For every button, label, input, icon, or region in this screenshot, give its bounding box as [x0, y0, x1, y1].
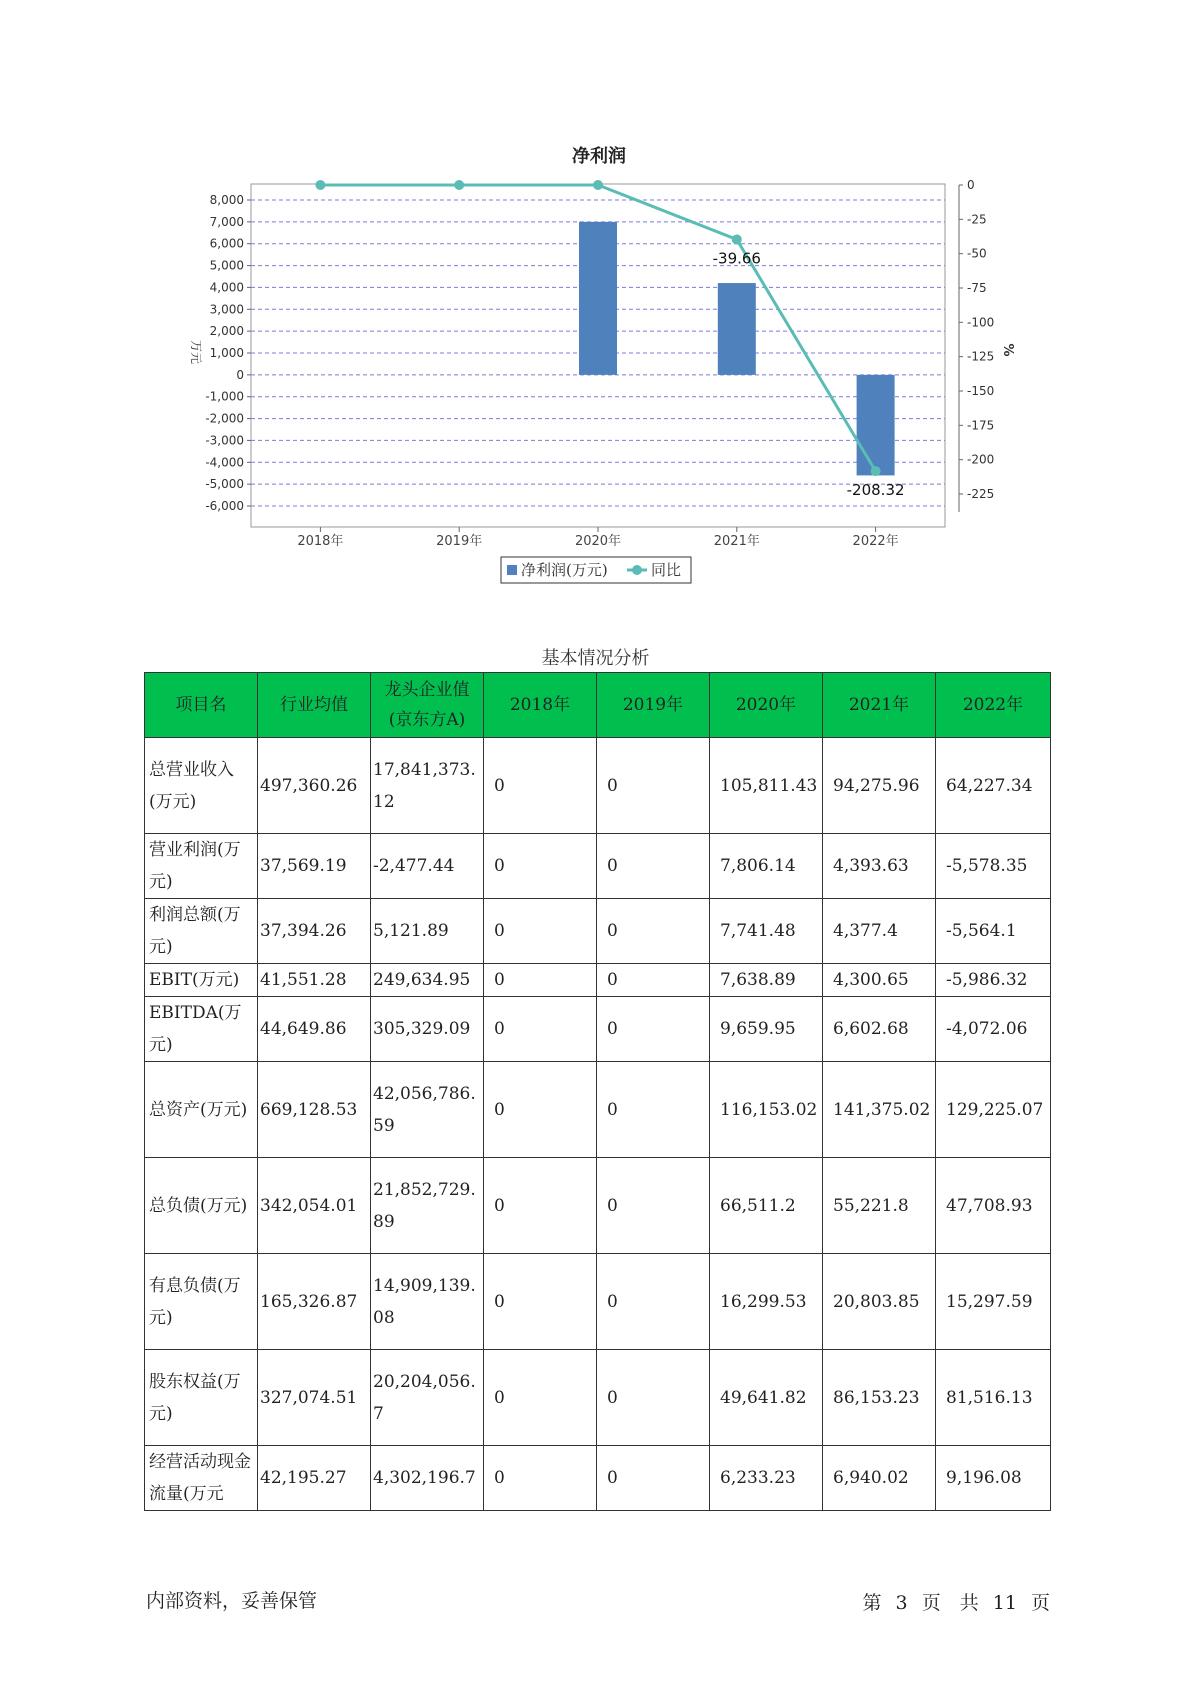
table-row [145, 1350, 1051, 1446]
left-tick-label: -1,000 [205, 389, 244, 404]
left-tick-label: 6,000 [209, 236, 244, 251]
table-row [145, 1254, 1051, 1350]
right-tick-label: -75 [967, 281, 987, 295]
table-row [145, 964, 1051, 997]
right-tick-label: -100 [967, 315, 995, 330]
x-tick-label: 2021年 [713, 534, 760, 549]
table-cell: 7,806.14 [710, 834, 823, 899]
page-total: 11 [992, 1592, 1017, 1614]
right-tick-label: -150 [967, 384, 995, 398]
table-row [145, 738, 1051, 834]
x-tick-label: 2018年 [297, 534, 344, 549]
table-cell: 4,393.63 [823, 834, 936, 899]
table-cell: 0 [597, 964, 710, 997]
row-label: 经营活动现金流量(万元 [145, 1446, 258, 1511]
table-cell: 165,326.87 [258, 1254, 371, 1350]
right-tick-label: -200 [967, 452, 995, 467]
header-2020: 2020年 [710, 673, 823, 738]
row-label: 利润总额(万元) [145, 899, 258, 964]
table-header-row [145, 673, 1051, 738]
table-cell: 86,153.23 [823, 1350, 936, 1446]
table-cell: 4,377.4 [823, 899, 936, 964]
header-2018: 2018年 [484, 673, 597, 738]
table-row [145, 1158, 1051, 1254]
table-cell: 0 [597, 738, 710, 834]
chart-title: 净利润 [572, 146, 626, 167]
legend-bar-label: 净利润(万元) [521, 561, 608, 579]
table-cell: 42,195.27 [258, 1446, 371, 1511]
left-tick-label: 8,000 [209, 193, 244, 207]
page-current: 3 [895, 1592, 908, 1614]
table-row [145, 899, 1051, 964]
left-axis-label: 万元 [189, 339, 203, 365]
table-cell: 44,649.86 [258, 997, 371, 1062]
page-mid: 页 共 [921, 1592, 979, 1614]
data-label-2021年: -39.66 [712, 249, 761, 268]
table-cell: 81,516.13 [936, 1350, 1051, 1446]
header-industry-avg: 行业均值 [258, 673, 371, 738]
table-cell: 20,204,056.7 [371, 1350, 484, 1446]
table-cell: 0 [484, 1158, 597, 1254]
table-cell: 0 [484, 1062, 597, 1158]
header-2022: 2022年 [936, 673, 1051, 738]
table-cell: 249,634.95 [371, 964, 484, 997]
x-tick-label: 2022年 [852, 534, 899, 549]
header-item-name: 项目名 [145, 673, 258, 738]
table-cell: 141,375.02 [823, 1062, 936, 1158]
right-tick-label: -225 [967, 487, 995, 501]
table-cell: 129,225.07 [936, 1062, 1051, 1158]
row-label: EBIT(万元) [145, 964, 258, 997]
table-cell: 42,056,786.59 [371, 1062, 484, 1158]
table-cell: 55,221.8 [823, 1158, 936, 1254]
row-label: 总负债(万元) [145, 1158, 258, 1254]
left-tick-label: 0 [236, 367, 244, 382]
data-label-2022年: -208.32 [846, 481, 905, 500]
table-cell: 116,153.02 [710, 1062, 823, 1158]
table-cell: 0 [484, 1350, 597, 1446]
yoy-point-2020年 [593, 180, 603, 190]
legend-bar-swatch [507, 565, 517, 575]
table-cell: 342,054.01 [258, 1158, 371, 1254]
table-cell: 21,852,729.89 [371, 1158, 484, 1254]
table-cell: 0 [484, 834, 597, 899]
table-cell: 7,638.89 [710, 964, 823, 997]
row-label: EBITDA(万元) [145, 997, 258, 1062]
table-cell: 6,602.68 [823, 997, 936, 1062]
yoy-point-2022年 [871, 466, 881, 476]
left-tick-label: 3,000 [209, 302, 244, 317]
page-prefix: 第 [862, 1592, 882, 1614]
table-cell: 0 [597, 1254, 710, 1350]
table-cell: -5,986.32 [936, 964, 1051, 997]
net-profit-chart [0, 0, 1191, 600]
header-leader-value: 龙头企业值(京东方A) [371, 673, 484, 738]
row-label: 总营业收入(万元) [145, 738, 258, 834]
footer-confidential: 内部资料，妥善保管 [146, 1590, 318, 1612]
left-tick-label: -2,000 [205, 411, 244, 426]
table-cell: -5,564.1 [936, 899, 1051, 964]
bar-2020年 [579, 222, 617, 375]
right-tick-label: -175 [967, 418, 995, 433]
table-cell: -4,072.06 [936, 997, 1051, 1062]
table-cell: 37,569.19 [258, 834, 371, 899]
table-cell: 4,300.65 [823, 964, 936, 997]
table-cell: 305,329.09 [371, 997, 484, 1062]
yoy-point-2019年 [454, 180, 464, 190]
table-cell: 6,940.02 [823, 1446, 936, 1511]
basic-analysis-table [144, 672, 1051, 1511]
left-tick-label: 1,000 [209, 346, 244, 360]
left-tick-label: -6,000 [205, 499, 244, 513]
table-cell: 0 [484, 899, 597, 964]
table-cell: 20,803.85 [823, 1254, 936, 1350]
table-cell: 15,297.59 [936, 1254, 1051, 1350]
left-tick-label: 7,000 [209, 214, 244, 229]
table-cell: 0 [597, 899, 710, 964]
table-cell: 4,302,196.7 [371, 1446, 484, 1511]
table-cell: 0 [597, 1158, 710, 1254]
left-tick-label: -3,000 [205, 433, 244, 448]
bar-2021年 [718, 283, 756, 375]
table-cell: 6,233.23 [710, 1446, 823, 1511]
table-cell: 0 [484, 1254, 597, 1350]
header-2021: 2021年 [823, 673, 936, 738]
yoy-point-2018年 [315, 180, 325, 190]
left-tick-label: -5,000 [205, 477, 244, 492]
table-cell: 0 [597, 834, 710, 899]
x-tick-label: 2019年 [436, 534, 483, 549]
table-cell: 0 [597, 997, 710, 1062]
table-row [145, 1446, 1051, 1511]
page-suffix: 页 [1030, 1592, 1050, 1614]
table-cell: 0 [597, 1350, 710, 1446]
left-tick-label: 4,000 [209, 280, 244, 295]
table-cell: 49,641.82 [710, 1350, 823, 1446]
table-cell: -2,477.44 [371, 834, 484, 899]
table-cell: 0 [484, 964, 597, 997]
table-cell: 0 [484, 1446, 597, 1511]
table-cell: 497,360.26 [258, 738, 371, 834]
right-tick-label: -50 [967, 246, 987, 261]
x-tick-label: 2020年 [574, 534, 622, 549]
table-row [145, 834, 1051, 899]
table-title: 基本情况分析 [541, 648, 650, 669]
table-cell: 669,128.53 [258, 1062, 371, 1158]
table-cell: 37,394.26 [258, 899, 371, 964]
table-cell: 41,551.28 [258, 964, 371, 997]
left-tick-label: 5,000 [209, 258, 244, 273]
bar-2022年 [857, 375, 895, 476]
row-label: 总资产(万元) [145, 1062, 258, 1158]
table-cell: 66,511.2 [710, 1158, 823, 1254]
table-cell: 94,275.96 [823, 738, 936, 834]
table-cell: 14,909,139.08 [371, 1254, 484, 1350]
table-cell: 0 [484, 997, 597, 1062]
right-tick-label: -125 [967, 349, 995, 364]
table-cell: 9,659.95 [710, 997, 823, 1062]
table-cell: 0 [597, 1062, 710, 1158]
table-cell: 16,299.53 [710, 1254, 823, 1350]
table-row [145, 997, 1051, 1062]
yoy-point-2021年 [732, 234, 742, 244]
table-cell: -5,578.35 [936, 834, 1051, 899]
right-axis-label: % [1000, 343, 1015, 357]
table-cell: 7,741.48 [710, 899, 823, 964]
legend-line-label: 同比 [651, 561, 682, 579]
table-row [145, 1062, 1051, 1158]
page-number [862, 1588, 1050, 1615]
row-label: 有息负债(万元) [145, 1254, 258, 1350]
left-tick-label: 2,000 [209, 324, 244, 339]
table-cell: 105,811.43 [710, 738, 823, 834]
header-2019: 2019年 [597, 673, 710, 738]
right-tick-label: -25 [967, 212, 987, 227]
left-tick-label: -4,000 [205, 455, 244, 470]
table-cell: 0 [597, 1446, 710, 1511]
legend-line-marker [632, 565, 642, 575]
table-cell: 64,227.34 [936, 738, 1051, 834]
table-cell: 327,074.51 [258, 1350, 371, 1446]
row-label: 营业利润(万元) [145, 834, 258, 899]
table-cell: 17,841,373.12 [371, 738, 484, 834]
right-tick-label: 0 [967, 178, 975, 192]
row-label: 股东权益(万元) [145, 1350, 258, 1446]
table-cell: 5,121.89 [371, 899, 484, 964]
table-cell: 0 [484, 738, 597, 834]
table-cell: 47,708.93 [936, 1158, 1051, 1254]
table-cell: 9,196.08 [936, 1446, 1051, 1511]
